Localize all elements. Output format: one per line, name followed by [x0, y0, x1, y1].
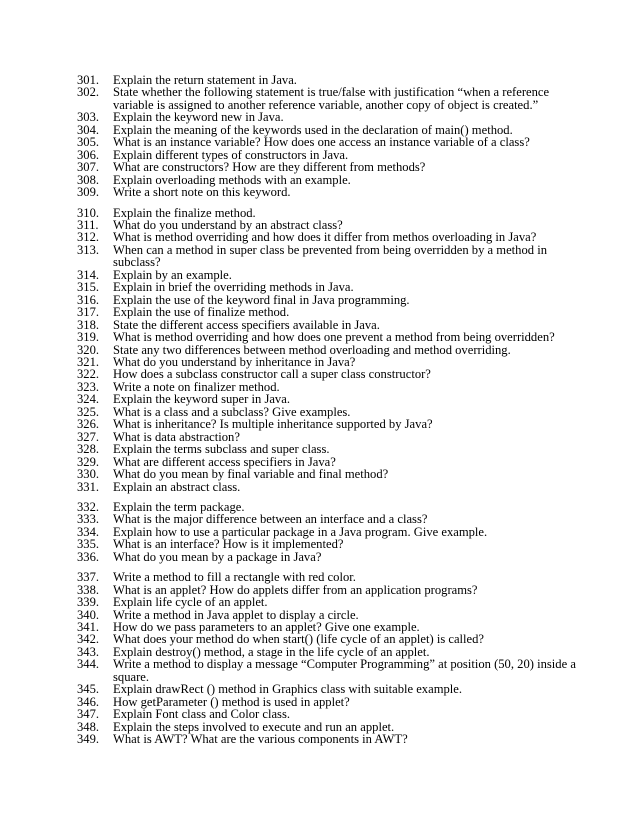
question-number: 319. — [77, 330, 100, 345]
question-group — [77, 571, 577, 745]
question-number: 320. — [77, 342, 100, 357]
question-text: Explain the steps involved to execute and run an applet. — [113, 719, 395, 734]
question-number: 308. — [77, 172, 100, 187]
question-text: How do we pass parameters to an applet? Give one example. — [113, 620, 420, 635]
question-number: 304. — [77, 122, 100, 137]
question-item — [77, 538, 577, 550]
question-text: Explain the use of the keyword final in Java programming. — [113, 292, 410, 307]
question-text: What is inheritance? Is multiple inheritance supported by Java? — [113, 417, 433, 432]
question-number: 312. — [77, 230, 100, 245]
question-number: 337. — [77, 570, 100, 585]
question-text: State the different access specifiers available in Java. — [113, 317, 380, 332]
question-item — [77, 161, 577, 173]
question-number: 343. — [77, 644, 100, 659]
question-item — [77, 481, 577, 493]
question-number: 324. — [77, 392, 100, 407]
question-number: 349. — [77, 732, 100, 747]
question-item — [77, 186, 577, 198]
question-number: 334. — [77, 524, 100, 539]
question-number: 321. — [77, 354, 100, 369]
question-number: 340. — [77, 607, 100, 622]
question-number: 333. — [77, 512, 100, 527]
question-text: Explain drawRect () method in Graphics class with suitable example. — [113, 682, 463, 697]
question-number: 338. — [77, 582, 100, 597]
question-number: 306. — [77, 147, 100, 162]
question-text: What do you mean by a package in Java? — [113, 549, 322, 564]
question-number: 305. — [77, 135, 100, 150]
question-text: What are constructors? How are they different from methods? — [113, 160, 426, 175]
question-item — [77, 596, 577, 608]
question-number: 316. — [77, 292, 100, 307]
question-number: 329. — [77, 454, 100, 469]
question-number: 315. — [77, 280, 100, 295]
question-text: What do you understand by inheritance in Java? — [113, 354, 356, 369]
question-number: 309. — [77, 185, 100, 200]
question-number: 342. — [77, 632, 100, 647]
question-group — [77, 207, 577, 493]
question-number: 302. — [77, 85, 100, 100]
question-text: State any two differences between method overloading and method overriding. — [113, 342, 511, 357]
question-text: How getParameter () method is used in applet? — [113, 694, 350, 709]
question-text: How does a subclass constructor call a super class constructor? — [113, 367, 431, 382]
question-item — [77, 244, 577, 269]
question-item — [77, 368, 577, 380]
question-text: When can a method in super class be prevented from being overridden by a method in subclass? — [113, 242, 547, 270]
question-text: What is an applet? How do applets differ from an application programs? — [113, 582, 478, 597]
question-item — [77, 733, 577, 745]
question-group — [77, 74, 577, 199]
question-text: Explain in brief the overriding methods in Java. — [113, 280, 354, 295]
question-text: What is method overriding and how does one prevent a method from being overridden? — [113, 330, 555, 345]
question-text: Explain the meaning of the keywords used in the declaration of main() method. — [113, 122, 513, 137]
question-number: 307. — [77, 160, 100, 175]
question-text: Explain how to use a particular package in a Java program. Give example. — [113, 524, 488, 539]
question-item — [77, 468, 577, 480]
question-item — [77, 111, 577, 123]
question-text: Explain Font class and Color class. — [113, 707, 290, 722]
question-list — [77, 74, 577, 746]
question-item — [77, 513, 577, 525]
question-number: 325. — [77, 404, 100, 419]
question-text: What does your method do when start() (life cycle of an applet) is called? — [113, 632, 485, 647]
question-text: Write a short note on this keyword. — [113, 185, 291, 200]
question-number: 339. — [77, 595, 100, 610]
question-text: Explain life cycle of an applet. — [113, 595, 268, 610]
question-text: State whether the following statement is true/false with justification “when a reference variable is assigned to another reference variable, another copy of object is created.” — [113, 85, 550, 112]
question-text: What is a class and a subclass? Give examples. — [113, 404, 351, 419]
question-text: Explain overloading methods with an example. — [113, 172, 351, 187]
question-number: 310. — [77, 205, 100, 220]
question-text: Write a method in Java applet to display a circle. — [113, 607, 359, 622]
question-number: 314. — [77, 267, 100, 282]
question-item — [77, 331, 577, 343]
question-text: Explain the keyword new in Java. — [113, 110, 284, 125]
question-text: What is the major difference between an interface and a class? — [113, 512, 428, 527]
question-number: 331. — [77, 479, 100, 494]
question-number: 323. — [77, 379, 100, 394]
question-number: 318. — [77, 317, 100, 332]
question-text: What do you understand by an abstract class? — [113, 217, 343, 232]
question-text: Explain the terms subclass and super class. — [113, 442, 330, 457]
question-text: Explain destroy() method, a stage in the life cycle of an applet. — [113, 644, 430, 659]
question-text: What is an interface? How is it implemented? — [113, 537, 344, 552]
question-text: Explain the return statement in Java. — [113, 73, 297, 87]
question-number: 336. — [77, 549, 100, 564]
question-item — [77, 658, 577, 683]
question-number: 335. — [77, 537, 100, 552]
question-text: Explain by an example. — [113, 267, 232, 282]
question-item — [77, 136, 577, 148]
question-number: 345. — [77, 682, 100, 697]
question-text: Write a note on finalizer method. — [113, 379, 280, 394]
question-item — [77, 393, 577, 405]
question-number: 326. — [77, 417, 100, 432]
question-number: 328. — [77, 442, 100, 457]
question-item — [77, 683, 577, 695]
question-number: 341. — [77, 620, 100, 635]
question-number: 313. — [77, 242, 100, 257]
question-number: 347. — [77, 707, 100, 722]
question-item — [77, 418, 577, 430]
question-number: 330. — [77, 467, 100, 482]
question-text: What is AWT? What are the various components in AWT? — [113, 732, 408, 747]
question-number: 332. — [77, 499, 100, 514]
question-text: Explain the finalize method. — [113, 205, 256, 220]
question-text: What is data abstraction? — [113, 429, 240, 444]
question-text: Write a method to display a message “Computer Programming” at position (50, 20) inside a square. — [113, 657, 576, 684]
question-number: 346. — [77, 694, 100, 709]
question-item — [77, 306, 577, 318]
question-number: 303. — [77, 110, 100, 125]
question-text: Explain different types of constructors in Java. — [113, 147, 349, 162]
question-item — [77, 443, 577, 455]
question-number: 311. — [77, 217, 99, 232]
question-number: 344. — [77, 657, 100, 672]
question-number: 327. — [77, 429, 100, 444]
question-text: Explain an abstract class. — [113, 479, 241, 494]
question-text: Explain the keyword super in Java. — [113, 392, 290, 407]
question-text: What is an instance variable? How does one access an instance variable of a class? — [113, 135, 530, 150]
question-item — [77, 86, 577, 111]
question-number: 322. — [77, 367, 100, 382]
question-text: Explain the use of finalize method. — [113, 305, 290, 320]
question-item — [77, 281, 577, 293]
question-item — [77, 551, 577, 563]
question-item — [77, 708, 577, 720]
question-number: 348. — [77, 719, 100, 734]
question-text: Write a method to fill a rectangle with red color. — [113, 570, 356, 585]
question-number: 301. — [77, 73, 100, 87]
question-text: What is method overriding and how does it differ from methos overloading in Java? — [113, 230, 537, 245]
question-text: What do you mean by final variable and final method? — [113, 467, 389, 482]
question-item — [77, 571, 577, 583]
question-text: Explain the term package. — [113, 499, 245, 514]
question-number: 317. — [77, 305, 100, 320]
question-text: What are different access specifiers in Java? — [113, 454, 336, 469]
question-group — [77, 501, 577, 563]
